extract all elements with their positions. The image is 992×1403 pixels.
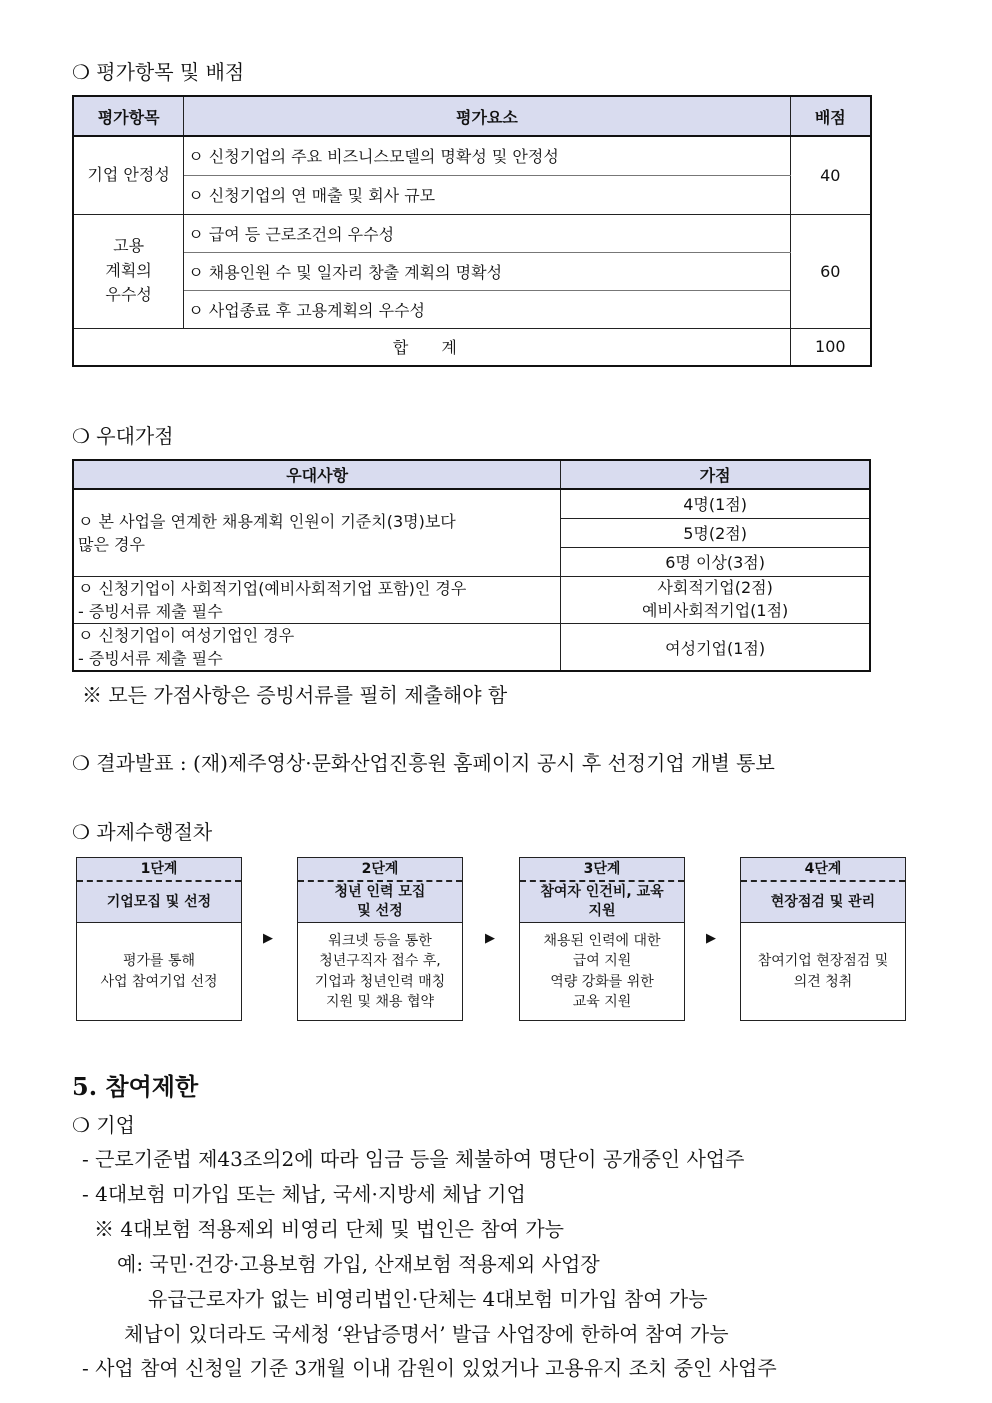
process-heading: ❍ 과제수행절차	[72, 820, 213, 844]
bonus-note: ※ 모든 가점사항은 증빙서류를 필히 제출해야 함	[82, 683, 508, 707]
process-step-3	[519, 857, 685, 1021]
bonus-condition-women: ㅇ 신청기업이 여성기업인 경우 - 증빙서류 제출 필수	[73, 623, 561, 671]
process-step-1	[76, 857, 242, 1021]
arrow-right-icon: ▶	[263, 931, 273, 946]
eval-item: ㅇ 신청기업의 주요 비즈니스모델의 명확성 및 안정성	[184, 136, 790, 175]
bonus-points: 6명 이상(3점)	[561, 547, 870, 576]
header-elements: 평가요소	[184, 96, 790, 136]
restriction-example: 체납이 있더라도 국세청 ‘완납증명서’ 발급 사업장에 한하여 참여 가능	[124, 1322, 729, 1346]
header-score: 배점	[790, 96, 871, 136]
header-bonus-condition: 우대사항	[73, 460, 561, 489]
header-bonus-points: 가점	[561, 460, 870, 489]
evaluation-table	[72, 95, 872, 367]
restriction-note: ※ 4대보험 적용제외 비영리 단체 및 법인은 참여 가능	[94, 1217, 564, 1241]
bonus-condition-social: ㅇ 신청기업이 사회적기업(예비사회적기업 포함)인 경우 - 증빙서류 제출 필수	[73, 576, 561, 623]
bonus-points: 5명(2점)	[561, 518, 870, 547]
restriction-example: 예: 국민·건강·고용보험 가입, 산재보험 적용제외 사업장	[117, 1252, 600, 1276]
restriction-line: - 사업 참여 신청일 기준 3개월 이내 감원이 있었거나 고용유지 조치 중인 사업주	[82, 1356, 777, 1380]
restriction-line: - 4대보험 미가입 또는 체납, 국세·지방세 체납 기업	[82, 1182, 526, 1206]
step-header	[297, 857, 463, 923]
category-stability: 기업 안정성	[73, 136, 184, 214]
eval-item: ㅇ 사업종료 후 고용계획의 우수성	[184, 290, 790, 328]
step-title: 현장점검 및 관리	[770, 893, 876, 910]
restriction-line: - 근로기준법 제43조의2에 따라 임금 등을 체불하여 명단이 공개중인 사업주	[82, 1147, 745, 1171]
step-description: 채용된 인력에 대한 급여 지원 역량 강화를 위한 교육 지원	[519, 923, 685, 1021]
result-line: ❍ 결과발표 : (재)제주영상·문화산업진흥원 홈페이지 공시 후 선정기업 개별 통보	[72, 751, 775, 775]
step-stage: 2단계	[298, 858, 462, 882]
step-description: 워크넷 등을 통한 청년구직자 접수 후, 기업과 청년인력 매칭 지원 및 채용 협약	[297, 923, 463, 1021]
restriction-sub: ❍ 기업	[72, 1113, 135, 1137]
step-description: 평가를 통해 사업 참여기업 선정	[76, 923, 242, 1021]
bonus-condition-headcount: ㅇ 본 사업을 연계한 채용계획 인원이 기준치(3명)보다 많은 경우	[73, 489, 561, 576]
bonus-points: 4명(1점)	[561, 489, 870, 518]
eval-item: ㅇ 급여 등 근로조건의 우수성	[184, 214, 790, 252]
bonus-points: 사회적기업(2점) 예비사회적기업(1점)	[561, 576, 870, 623]
step-title: 청년 인력 모집 및 선정	[334, 884, 426, 919]
step-title: 기업모집 및 선정	[106, 893, 212, 910]
category-employment: 고용 계획의 우수성	[73, 214, 184, 328]
restriction-example: 유급근로자가 없는 비영리법인·단체는 4대보험 미가입 참여 가능	[148, 1287, 708, 1311]
total-label: 합 계	[73, 328, 790, 366]
step-header	[76, 857, 242, 923]
step-stage: 4단계	[741, 858, 905, 882]
process-step-2	[297, 857, 463, 1021]
score-stability: 40	[790, 136, 871, 214]
section-title: 5. 참여제한	[72, 1072, 199, 1101]
step-stage: 1단계	[77, 858, 241, 882]
arrow-right-icon: ▶	[485, 931, 495, 946]
process-step-4	[740, 857, 906, 1021]
score-employment: 60	[790, 214, 871, 328]
step-header	[519, 857, 685, 923]
eval-heading: ❍ 평가항목 및 배점	[72, 60, 245, 84]
bonus-heading: ❍ 우대가점	[72, 424, 174, 448]
step-header	[740, 857, 906, 923]
eval-item: ㅇ 신청기업의 연 매출 및 회사 규모	[184, 175, 790, 214]
step-title: 참여자 인건비, 교육 지원	[540, 884, 664, 919]
bonus-table	[72, 459, 871, 672]
header-category: 평가항목	[73, 96, 184, 136]
bonus-points: 여성기업(1점)	[561, 623, 870, 671]
total-score: 100	[790, 328, 871, 366]
arrow-right-icon: ▶	[706, 931, 716, 946]
step-description: 참여기업 현장점검 및 의견 청취	[740, 923, 906, 1021]
step-stage: 3단계	[520, 858, 684, 882]
eval-item: ㅇ 채용인원 수 및 일자리 창출 계획의 명확성	[184, 252, 790, 290]
